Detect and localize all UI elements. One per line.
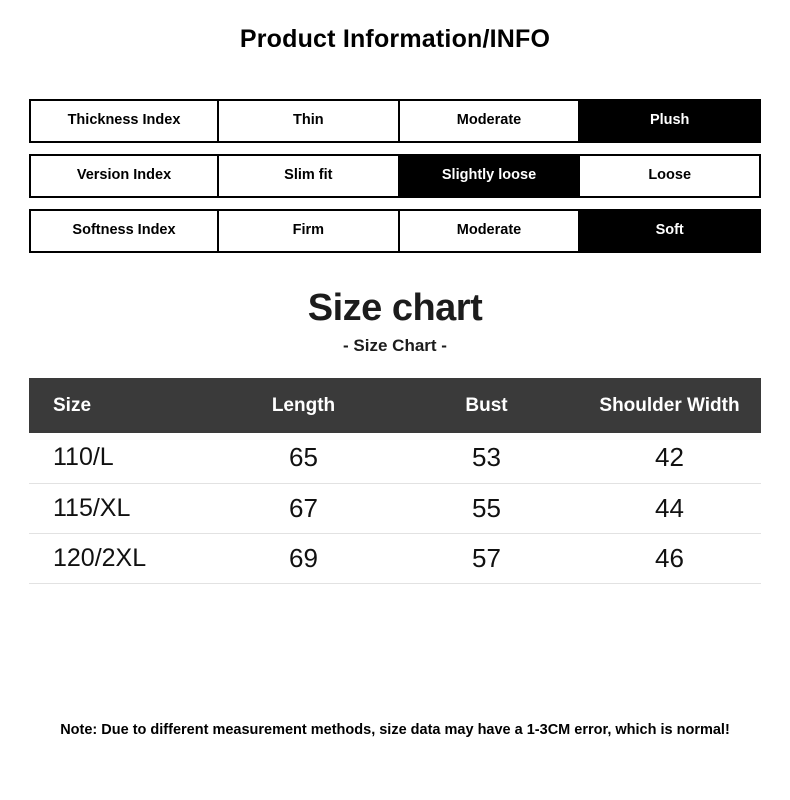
measurement-note: Note: Due to different measurement methods, size data may have a 1-3CM error, which is normal! bbox=[60, 722, 730, 738]
column-header-size: Size bbox=[29, 378, 212, 433]
table-row bbox=[29, 483, 761, 533]
cell-length: 67 bbox=[212, 483, 395, 533]
index-option[interactable]: Firm bbox=[219, 211, 400, 251]
index-row-softness bbox=[29, 209, 761, 253]
cell-shoulder-width: 44 bbox=[578, 483, 761, 533]
cell-empty bbox=[212, 583, 395, 641]
column-header-bust: Bust bbox=[395, 378, 578, 433]
table-row bbox=[29, 533, 761, 583]
cell-bust: 57 bbox=[395, 533, 578, 583]
size-chart-heading: Size chart bbox=[307, 287, 483, 329]
size-table-wrap bbox=[29, 378, 761, 641]
index-option[interactable]: Moderate bbox=[400, 211, 581, 251]
column-header-shoulder-width: Shoulder Width bbox=[578, 378, 761, 433]
cell-size: 110/L bbox=[29, 433, 212, 483]
table-row bbox=[29, 433, 761, 483]
column-header-length: Length bbox=[212, 378, 395, 433]
index-option[interactable]: Moderate bbox=[400, 101, 581, 141]
page-title: Product Information/INFO bbox=[239, 25, 551, 53]
index-row-label: Version Index bbox=[31, 156, 219, 196]
index-option-selected[interactable]: Slightly loose bbox=[400, 156, 581, 196]
cell-size: 115/XL bbox=[29, 483, 212, 533]
cell-shoulder-width: 42 bbox=[578, 433, 761, 483]
cell-size: 120/2XL bbox=[29, 533, 212, 583]
index-option-selected[interactable]: Plush bbox=[580, 101, 759, 141]
index-row-thickness bbox=[29, 99, 761, 143]
index-option[interactable]: Slim fit bbox=[219, 156, 400, 196]
index-option[interactable]: Thin bbox=[219, 101, 400, 141]
table-header-row bbox=[29, 378, 761, 433]
cell-length: 69 bbox=[212, 533, 395, 583]
index-block bbox=[0, 99, 790, 253]
cell-empty bbox=[395, 583, 578, 641]
cell-empty bbox=[29, 583, 212, 641]
table-row-spacer bbox=[29, 583, 761, 641]
index-option[interactable]: Loose bbox=[580, 156, 759, 196]
index-option-selected[interactable]: Soft bbox=[580, 211, 759, 251]
cell-bust: 53 bbox=[395, 433, 578, 483]
cell-empty bbox=[578, 583, 761, 641]
size-table bbox=[29, 378, 761, 641]
cell-length: 65 bbox=[212, 433, 395, 483]
size-chart-subheading: - Size Chart - bbox=[343, 336, 447, 355]
index-row-label: Softness Index bbox=[31, 211, 219, 251]
index-row-version bbox=[29, 154, 761, 198]
size-table-head bbox=[29, 378, 761, 433]
cell-shoulder-width: 46 bbox=[578, 533, 761, 583]
index-row-label: Thickness Index bbox=[31, 101, 219, 141]
cell-bust: 55 bbox=[395, 483, 578, 533]
size-table-body bbox=[29, 433, 761, 641]
